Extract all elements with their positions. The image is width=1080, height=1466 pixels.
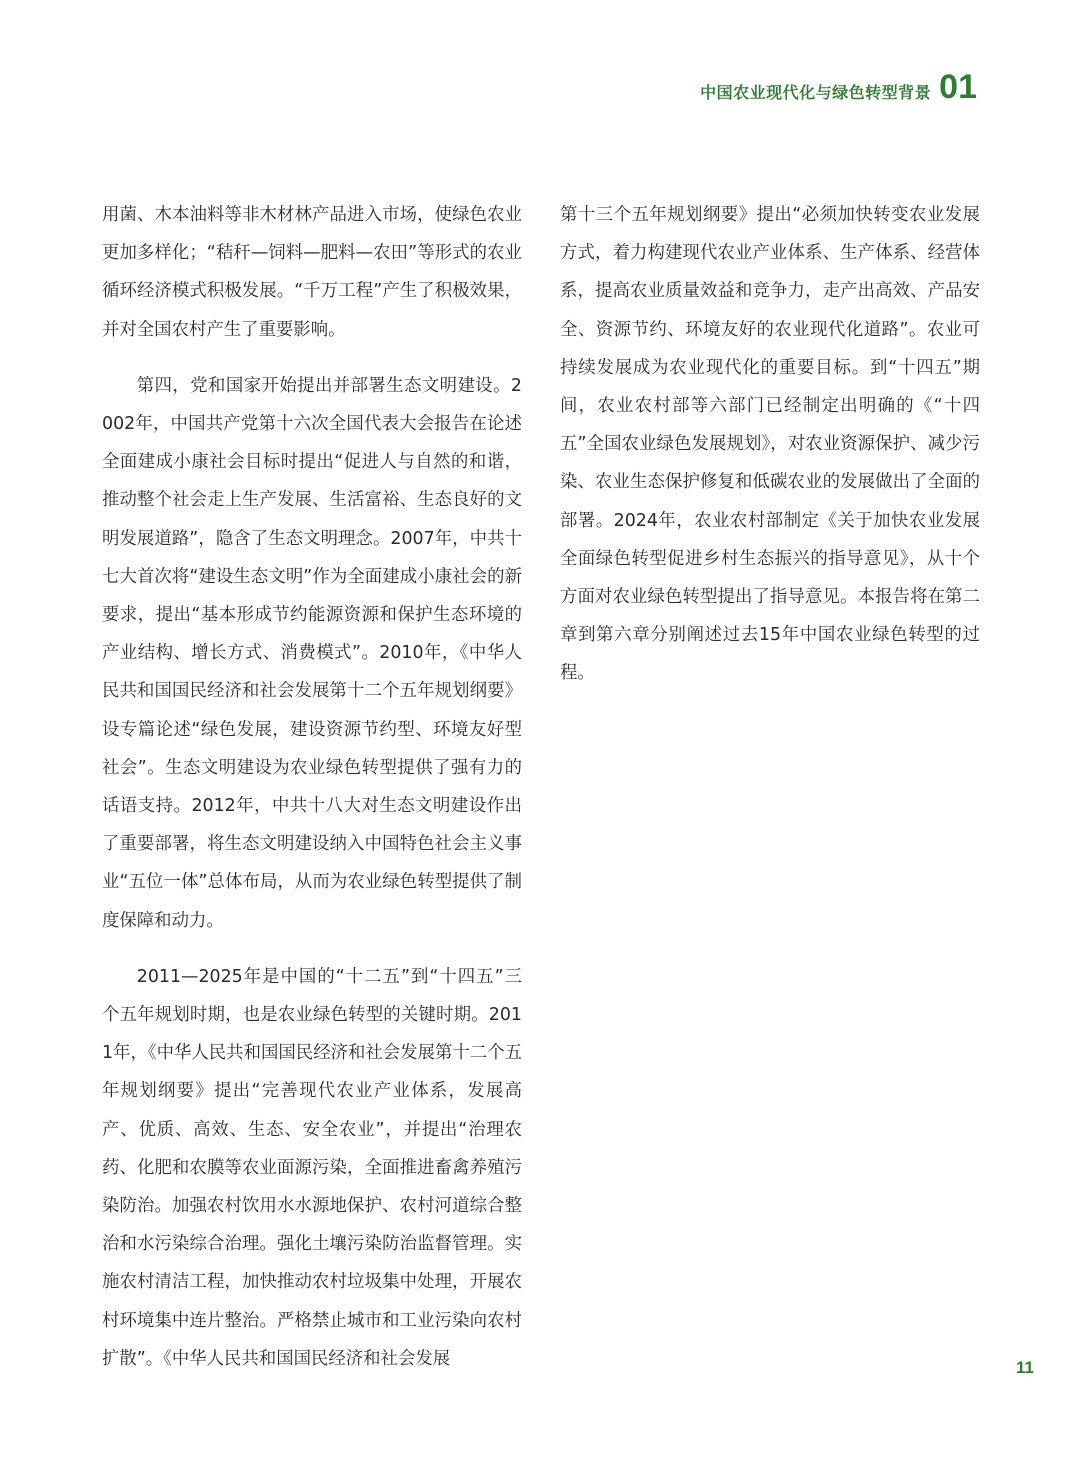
body-paragraph: 第十三个五年规划纲要》提出“必须加快转变农业发展方式，着力构建现代农业产业体系、生产体系、经营体系，提高农业质量效益和竞争力，走产出高效、产品安全、资源节约、环境友好的农业现代化道路”。农业可持续发展成为农业现代化的重要目标。到“十四五”期间，农业农村部等六部门已经制定出明确的《“十四五”全国农业绿色发展规划》，对农业资源保护、减少污染、农业生态保护修复和低碳农业的发展做出了全面的部署。2024年，农业农村部制定《关于加快农业发展全面绿色转型促进乡村生态振兴的指导意见》，从十个方面对农业绿色转型提出了指导意见。本报告将在第二章到第六章分别阐述过去15年中国农业绿色转型的过程。: [560, 205, 980, 684]
body-paragraph: 用菌、木本油料等非木材林产品进入市场，使绿色农业更加多样化；“秸秆—饲料—肥料—农田”等形式的农业循环经济模式积极发展。“千万工程”产生了积极效果，并对全国农村产生了重要影响。: [102, 205, 522, 340]
body-paragraph: 2011—2025年是中国的“十二五”到“十四五”三个五年规划时期，也是农业绿色转型的关键时期。2011年，《中华人民共和国国民经济和社会发展第十二个五年规划纲要》提出“完善现代农业产业体系，发展高产、优质、高效、生态、安全农业”，并提出“治理农药、化肥和农膜等农业面源污染，全面推进畜禽养殖污染防治。加强农村饮用水水源地保护、农村河道综合整治和水污染综合治理。强化土壤污染防治监督管理。实施农村清洁工程，加快推动农村垃圾集中处理，开展农村环境集中连片整治。严格禁止城市和工业污染向农村扩散”。《中华人民共和国国民经济和社会发展: [102, 966, 522, 1369]
running-header: [700, 70, 977, 104]
chapter-title: 中国农业现代化与绿色转型背景: [700, 83, 932, 102]
chapter-number: 01: [939, 68, 977, 106]
body-paragraph: 第四，党和国家开始提出并部署生态文明建设。2002年，中国共产党第十六次全国代表大会报告在论述全面建成小康社会目标时提出“促进人与自然的和谐，推动整个社会走上生产发展、生活富裕、生态良好的文明发展道路”，隐含了生态文明理念。2007年，中共十七大首次将“建设生态文明”作为全面建成小康社会的新要求，提出“基本形成节约能源资源和保护生态环境的产业结构、增长方式、消费模式”。2010年，《中华人民共和国国民经济和社会发展第十二个五年规划纲要》设专篇论述“绿色发展，建设资源节约型、环境友好型社会”。生态文明建设为农业绿色转型提供了强有力的话语支持。2012年，中共十八大对生态文明建设作出了重要部署，将生态文明建设纳入中国特色社会主义事业“五位一体”总体布局，从而为农业绿色转型提供了制度保障和动力。: [102, 375, 522, 931]
page-number: 11: [1016, 1358, 1034, 1377]
right-column: [560, 196, 980, 711]
left-column: [102, 196, 522, 1396]
